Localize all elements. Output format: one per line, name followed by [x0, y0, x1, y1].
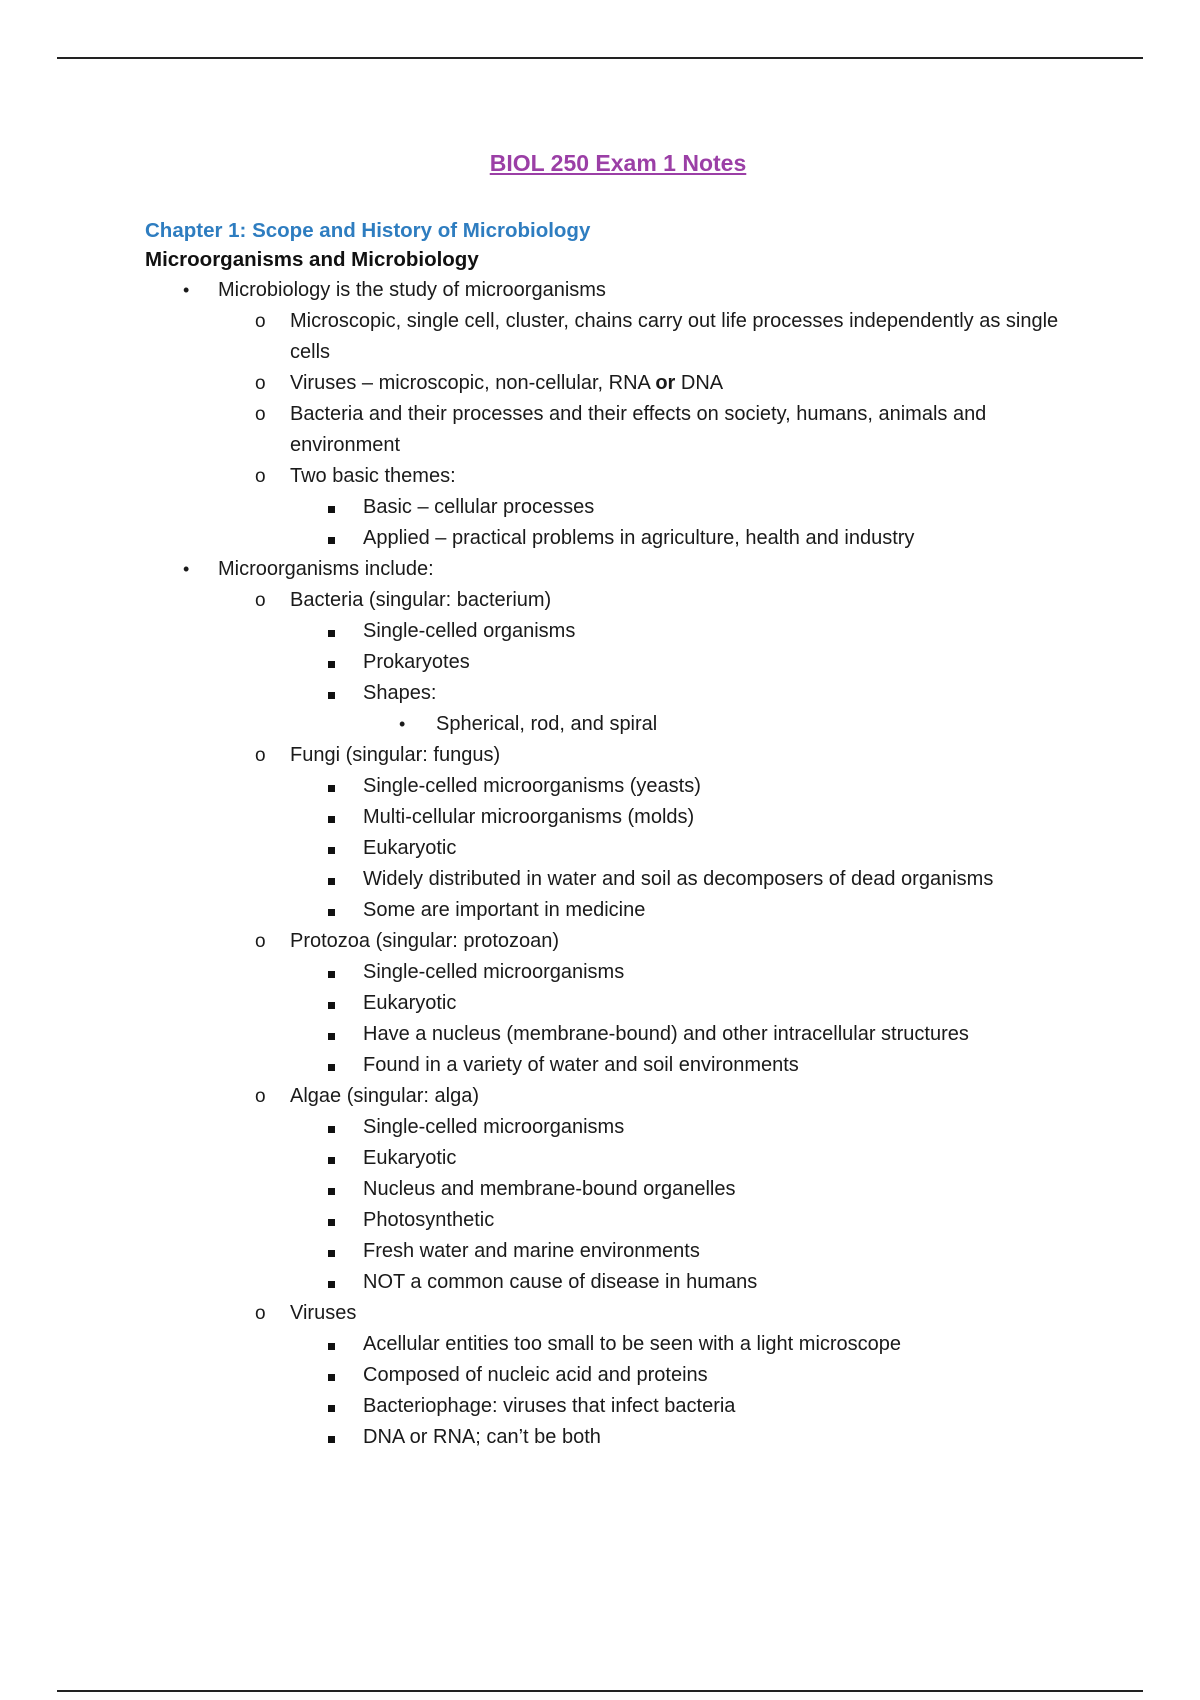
outline-item-level-2 — [0, 585, 1080, 616]
outline-item-text: Spherical, rod, and spiral — [436, 713, 658, 735]
outline-item-level-3 — [0, 833, 1083, 864]
outline-item-level-3 — [0, 802, 1083, 833]
outline-item-text: Prokaryotes — [363, 651, 470, 673]
square-bullet-icon — [328, 1205, 335, 1236]
outline-item-text: Microbiology is the study of microorganisms — [218, 279, 606, 301]
outline-item-text: Shapes: — [363, 682, 437, 704]
top-rule — [57, 57, 1143, 59]
square-bullet-icon — [328, 1329, 335, 1360]
outline-item-level-3 — [0, 988, 1083, 1019]
outline-item-level-3 — [0, 616, 1083, 647]
text-segment: DNA — [675, 372, 724, 394]
square-bullet-icon — [328, 1019, 335, 1050]
circle-bullet-icon: o — [255, 373, 266, 394]
circle-bullet-icon: o — [255, 311, 266, 332]
outline-item-level-1 — [0, 554, 1068, 585]
outline-item-level-3 — [0, 1112, 1083, 1143]
square-bullet-icon — [328, 1236, 335, 1267]
outline-item-level-3 — [0, 895, 1083, 926]
outline-item-level-3 — [0, 864, 1083, 895]
outline-item-text: Have a nucleus (membrane-bound) and other intracellular structures — [363, 1023, 969, 1045]
outline-item-level-3 — [0, 1267, 1083, 1298]
outline-item-text: Photosynthetic — [363, 1209, 495, 1231]
outline-item-text: Eukaryotic — [363, 1147, 457, 1169]
square-bullet-icon — [328, 647, 335, 678]
outline-item-level-3 — [0, 1205, 1083, 1236]
square-bullet-icon — [328, 864, 335, 895]
outline-item-level-2 — [0, 1298, 1080, 1329]
circle-bullet-icon: o — [255, 1086, 266, 1107]
outline-item-text: Composed of nucleic acid and proteins — [363, 1364, 708, 1386]
chapter-heading: Chapter 1: Scope and History of Microbiology — [145, 219, 591, 242]
outline-item-text: Fresh water and marine environments — [363, 1240, 700, 1262]
outline-item-level-2 — [0, 926, 1080, 957]
outline-item-level-2 — [0, 461, 1080, 492]
outline-item-text: Applied – practical problems in agriculture, health and industry — [363, 527, 915, 549]
outline-item-level-2 — [0, 306, 1080, 368]
outline-item-text: Single-celled microorganisms — [363, 1116, 625, 1138]
outline-item-text: Nucleus and membrane-bound organelles — [363, 1178, 736, 1200]
square-bullet-icon — [328, 1360, 335, 1391]
document-title: BIOL 250 Exam 1 Notes — [489, 150, 747, 176]
outline-item-level-3 — [0, 523, 1083, 554]
outline-item-level-3 — [0, 678, 1083, 709]
square-bullet-icon — [328, 895, 335, 926]
outline-item-text: Algae (singular: alga) — [290, 1085, 479, 1107]
outline-item-text: Basic – cellular processes — [363, 496, 595, 518]
square-bullet-icon — [328, 1174, 335, 1205]
outline-item-level-3 — [0, 492, 1083, 523]
outline-item-text: Bacteriophage: viruses that infect bacteria — [363, 1395, 736, 1417]
bullet-icon: • — [399, 714, 406, 734]
outline-item-level-2 — [0, 368, 1080, 399]
outline-item-level-3 — [0, 771, 1083, 802]
circle-bullet-icon: o — [255, 590, 266, 611]
outline-item-text: Some are important in medicine — [363, 899, 646, 921]
section-heading: Microorganisms and Microbiology — [145, 248, 479, 271]
outline-item-text: Widely distributed in water and soil as decomposers of dead organisms — [363, 868, 994, 890]
outline-item-level-3 — [0, 1019, 1083, 1050]
outline-item-level-2 — [0, 399, 1080, 461]
outline-item-level-3 — [0, 1360, 1083, 1391]
outline-item-level-3 — [0, 1329, 1083, 1360]
square-bullet-icon — [328, 1422, 335, 1453]
outline-item-level-3 — [0, 957, 1083, 988]
outline-item-level-3 — [0, 647, 1083, 678]
square-bullet-icon — [328, 523, 335, 554]
square-bullet-icon — [328, 1391, 335, 1422]
outline-item-text: DNA or RNA; can’t be both — [363, 1426, 601, 1448]
square-bullet-icon — [328, 802, 335, 833]
outline-item-level-3 — [0, 1050, 1083, 1081]
circle-bullet-icon: o — [255, 931, 266, 952]
outline-item-level-3 — [0, 1422, 1083, 1453]
square-bullet-icon — [328, 1267, 335, 1298]
square-bullet-icon — [328, 957, 335, 988]
outline-item-text: Single-celled microorganisms (yeasts) — [363, 775, 701, 797]
outline-item-text: Multi-cellular microorganisms (molds) — [363, 806, 695, 828]
square-bullet-icon — [328, 678, 335, 709]
bullet-icon: • — [183, 280, 190, 300]
circle-bullet-icon: o — [255, 404, 266, 425]
outline-item-text: Bacteria (singular: bacterium) — [290, 589, 552, 611]
outline-item-level-3 — [0, 1391, 1083, 1422]
square-bullet-icon — [328, 988, 335, 1019]
bold-word: or — [655, 372, 676, 394]
circle-bullet-icon: o — [255, 1303, 266, 1324]
outline-item-level-3 — [0, 1174, 1083, 1205]
outline-item-text: Single-celled organisms — [363, 620, 576, 642]
circle-bullet-icon: o — [255, 466, 266, 487]
bullet-icon: • — [183, 559, 190, 579]
outline-item-text — [290, 372, 723, 394]
outline-item-text: Bacteria and their processes and their effects on society, humans, animals and environment — [290, 403, 987, 456]
outline-item-level-3 — [0, 1236, 1083, 1267]
outline-item-text: Acellular entities too small to be seen with a light microscope — [363, 1333, 902, 1355]
outline-item-text: Microscopic, single cell, cluster, chains carry out life processes independently as single cells — [290, 310, 1059, 363]
outline-item-text: Eukaryotic — [363, 837, 457, 859]
square-bullet-icon — [328, 1050, 335, 1081]
notes-outline — [0, 275, 1200, 1453]
square-bullet-icon — [328, 492, 335, 523]
square-bullet-icon — [328, 1143, 335, 1174]
outline-item-text: Fungi (singular: fungus) — [290, 744, 501, 766]
outline-item-text: Eukaryotic — [363, 992, 457, 1014]
circle-bullet-icon: o — [255, 745, 266, 766]
outline-item-level-2 — [0, 740, 1080, 771]
bottom-rule — [57, 1690, 1143, 1692]
text-segment: Viruses – microscopic, non-cellular, RNA — [290, 372, 656, 394]
outline-item-level-4 — [0, 709, 1086, 740]
square-bullet-icon — [328, 771, 335, 802]
outline-item-text: Found in a variety of water and soil environments — [363, 1054, 799, 1076]
square-bullet-icon — [328, 833, 335, 864]
outline-item-level-2 — [0, 1081, 1080, 1112]
outline-item-text: Microorganisms include: — [218, 558, 434, 580]
outline-item-text: NOT a common cause of disease in humans — [363, 1271, 758, 1293]
outline-item-text: Protozoa (singular: protozoan) — [290, 930, 560, 952]
outline-item-text: Two basic themes: — [290, 465, 456, 487]
outline-item-text: Single-celled microorganisms — [363, 961, 625, 983]
square-bullet-icon — [328, 616, 335, 647]
outline-item-level-1 — [0, 275, 1068, 306]
outline-item-level-3 — [0, 1143, 1083, 1174]
outline-item-text: Viruses — [290, 1302, 357, 1324]
square-bullet-icon — [328, 1112, 335, 1143]
